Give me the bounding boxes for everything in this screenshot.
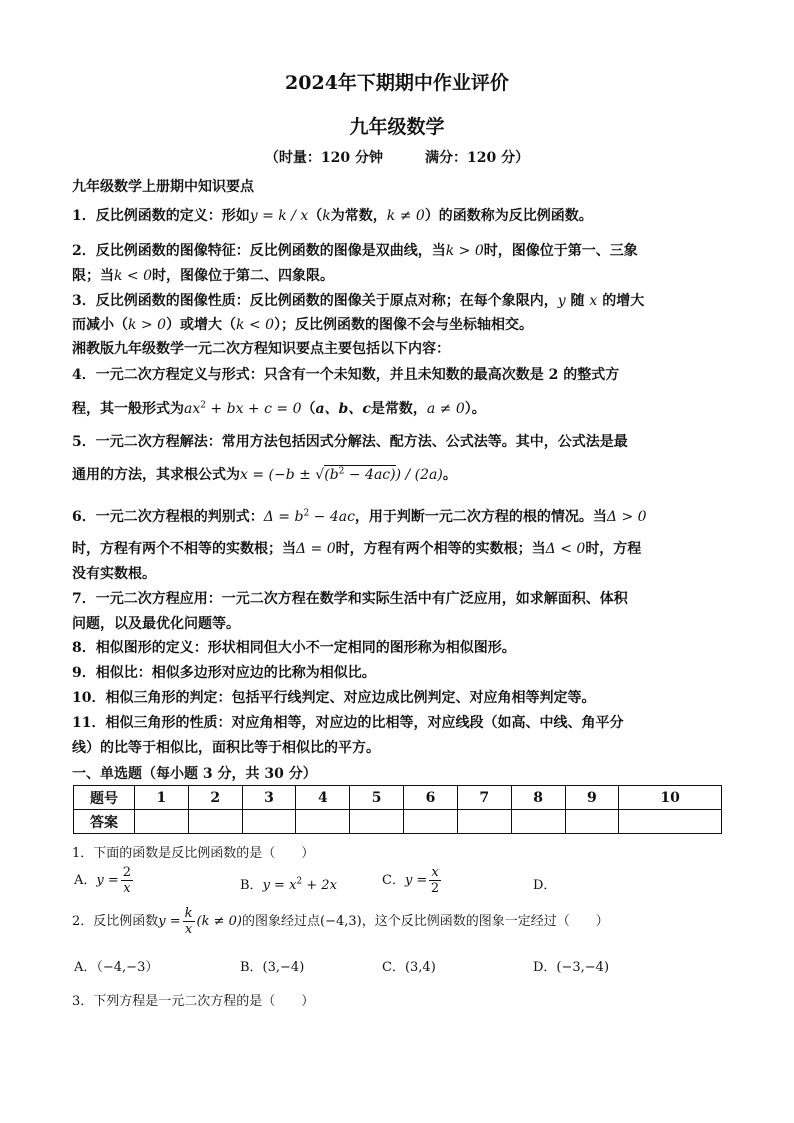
table-cell-number: 3 (242, 786, 296, 810)
exam-time: （时量：120 分钟 (264, 150, 383, 166)
root-formula: $x = (-b \pm √(b^2 - 4ac)) / (2a)$ (240, 466, 443, 483)
exam-title: 2024年下期期中作业评价 (285, 72, 509, 94)
answer-cell[interactable] (135, 810, 189, 834)
table-cell-number: 1 (135, 786, 189, 810)
point-6-line3: 没有实数根。 (72, 566, 156, 582)
answer-table (73, 785, 722, 834)
table-row (74, 810, 722, 834)
point-6-line1: 6．一元二次方程根的判别式：$\Delta = b^2 - 4ac$，用于判断一元二次方程的根的情况。当Δ > 0 (72, 508, 647, 525)
table-cell-label: 题号 (74, 786, 135, 810)
table-cell-number: 4 (296, 786, 350, 810)
point-8: 8．相似图形的定义：形状相同但大小不一定相同的图形称为相似图形。 (72, 640, 516, 656)
table-row (74, 786, 722, 810)
table-cell-number: 10 (619, 786, 722, 810)
point-9: 9．相似比：相似多边形对应边的比称为相似比。 (72, 665, 376, 681)
question-2-option-c[interactable]: C．(3,4) (382, 960, 436, 975)
point-3-line1: 3．反比例函数的图像性质：反比例函数的图像关于原点对称；在每个象限内，y 随 x 的增大 (72, 293, 645, 309)
point-5-line1: 5．一元二次方程解法：常用方法包括因式分解法、配方法、公式法等。其中，公式法是最 (72, 434, 628, 450)
question-2-option-b[interactable]: B．(3,−4) (240, 960, 305, 975)
table-cell-number: 7 (457, 786, 511, 810)
answer-cell[interactable] (457, 810, 511, 834)
point-6-line2: 时，方程有两个不相等的实数根；当Δ = 0时，方程有两个相等的实数根；当Δ < 0时，方程 (72, 541, 642, 557)
table-cell-number: 6 (404, 786, 458, 810)
answer-cell[interactable] (296, 810, 350, 834)
point-2-line1: 2．反比例函数的图像特征：反比例函数的图像是双曲线，当k > 0时，图像位于第一、三象 (72, 243, 638, 259)
point-4-line1: 4．一元二次方程定义与形式：只含有一个未知数，并且未知数的最高次数是 2 的整式方 (72, 367, 620, 383)
answer-cell[interactable] (350, 810, 404, 834)
point-5-line2: 通用的方法，其求根公式为$x = (-b \pm √(b^2 - 4ac)) / (2a)$。 (72, 466, 457, 483)
exam-score: 满分：120 分） (425, 150, 530, 166)
question-2-option-a[interactable]: A．（−4,−3） (74, 960, 159, 975)
table-cell-label: 答案 (74, 810, 135, 834)
answer-cell[interactable] (511, 810, 565, 834)
answer-cell[interactable] (565, 810, 619, 834)
table-cell-number: 8 (511, 786, 565, 810)
point-7-line1: 7．一元二次方程应用：一元二次方程在数学和实际生活中有广泛应用，如求解面积、体积 (72, 591, 628, 607)
question-3-stem: 3．下列方程是一元二次方程的是（ ） (72, 994, 315, 1009)
point-7-line2: 问题，以及最优化问题等。 (72, 616, 240, 632)
answer-cell[interactable] (242, 810, 296, 834)
question-2-stem: 2．反比例函数y = $\frac{k}{x}$ (k ≠ 0)的图象经过点(−4,3)，这个反比例函数的图象一定经过（ ） (72, 906, 609, 937)
section-1-heading: 一、单选题（每小题 3 分，共 30 分） (72, 766, 317, 782)
question-1-option-c[interactable]: C．y = $\frac{x}{2}$ (382, 865, 440, 896)
point-2-line2: 限；当k < 0时，图像位于第二、四象限。 (72, 268, 335, 284)
answer-cell[interactable] (404, 810, 458, 834)
table-cell-number: 5 (350, 786, 404, 810)
question-1-option-b[interactable]: B．$y = x^2 + 2x$ (240, 876, 337, 893)
point-3-line2: 而减小（k > 0）或增大（k < 0）；反比例函数的图像不会与坐标轴相交。 (72, 317, 534, 333)
point-1: 1．反比例函数的定义：形如y = k / x（k为常数，k ≠ 0）的函数称为反比例函数。 (72, 208, 593, 224)
point-11-line2: 线）的比等于相似比，面积比等于相似比的平方。 (72, 740, 380, 756)
knowledge-heading-2: 湘教版九年级数学一元二次方程知识要点主要包括以下内容： (72, 341, 450, 357)
question-1-stem: 1．下面的函数是反比例函数的是（ ） (72, 846, 315, 861)
question-1-option-a[interactable]: A．y = $\frac{2}{x}$ (74, 865, 132, 896)
question-1-option-d[interactable]: D． (533, 878, 557, 893)
exam-time-score (0, 147, 794, 167)
table-cell-number: 2 (188, 786, 242, 810)
answer-cell[interactable] (188, 810, 242, 834)
table-cell-number: 9 (565, 786, 619, 810)
point-4-line2: 程，其一般形式为$ax^2$ + bx + c = 0（a、b、c是常数，a ≠ 0）。 (72, 400, 486, 417)
answer-cell[interactable] (619, 810, 722, 834)
point-11-line1: 11．相似三角形的性质：对应角相等，对应边的比相等，对应线段（如高、中线、角平分 (72, 715, 624, 731)
knowledge-heading: 九年级数学上册期中知识要点 (72, 179, 254, 195)
point-10: 10．相似三角形的判定：包括平行线判定、对应边成比例判定、对应角相等判定等。 (72, 690, 596, 706)
exam-subject: 九年级数学 (349, 116, 445, 138)
question-2-option-d[interactable]: D．(−3,−4) (533, 960, 610, 975)
